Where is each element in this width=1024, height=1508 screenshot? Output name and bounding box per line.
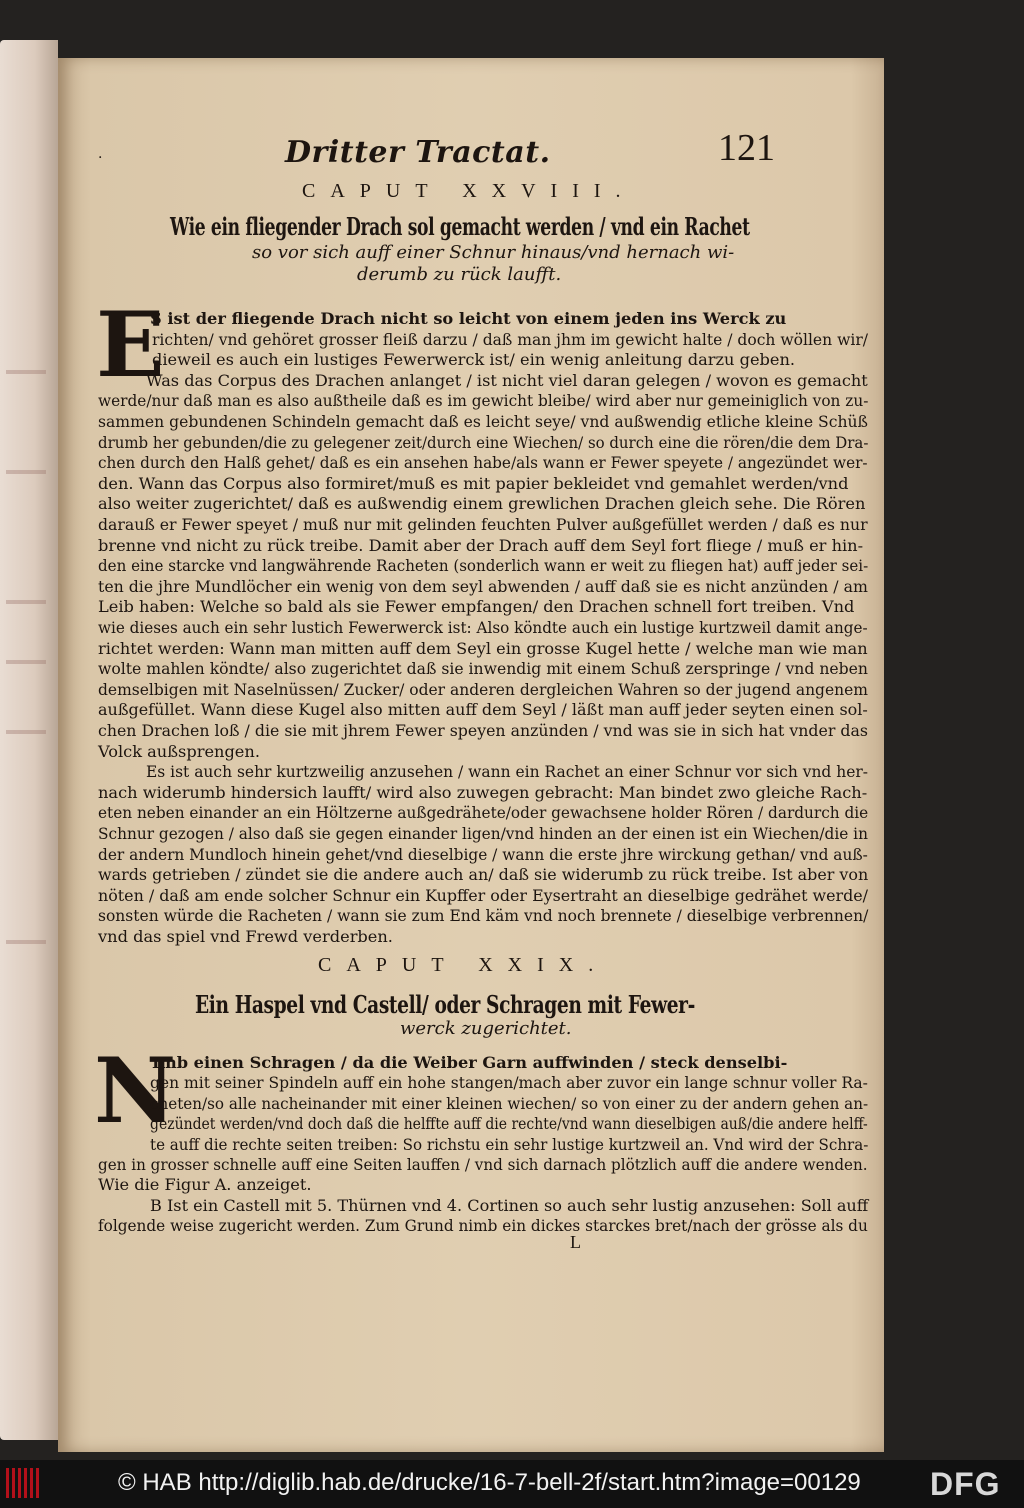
page-mark: ·: [98, 150, 103, 166]
body-line: ten die jhre Mundlöcher ein wenig von dem seyl abwenden / auff daß sie es nicht anzünden / am: [98, 576, 868, 596]
body-line: richten/ vnd gehöret grosser fleiß darzu / daß man jhm im gewicht halte / doch wöllen wir/: [152, 329, 868, 349]
caput-xxviii-label: CAPUT XXVIII.: [302, 180, 636, 202]
body-line: te auff die rechte seiten treiben: So richstu ein sehr lustige kurtzweil an. Vnd wird der Schra-: [150, 1134, 869, 1154]
body-line: Was das Corpus des Drachen anlanget / ist nicht viel daran gelegen / wovon es gemacht: [146, 370, 868, 390]
body-line: folgende weise zugericht werden. Zum Grund nimb ein dickes starckes bret/nach der grösse als du: [98, 1216, 868, 1236]
body-line: wolte mahlen köndte/ also zugerichtet daß sie inwendig mit einem Schuß zerspringe / vnd neben: [98, 659, 868, 679]
body-line: Imb einen Schragen / da die Weiber Garn auffwinden / steck denselbi-: [152, 1053, 788, 1072]
body-line: dieweil es auch ein lustiges Fewerwerck ist/ ein wenig anleitung darzu geben.: [152, 350, 796, 370]
body-line: Schnur gezogen / also daß sie gegen einander ligen/vnd hinden an der einen ist ein Wiechen/die in: [98, 824, 868, 843]
body-line: Wie die Figur A. anzeiget.: [98, 1175, 312, 1195]
body-line: B Ist ein Castell mit 5. Thürnen vnd 4. Cortinen so auch sehr lustig anzusehen: Soll auff: [150, 1195, 869, 1215]
body-line: den eine starcke vnd langwährende Racheten (sonderlich wann er weit zu fliegen hat) auff jeder sei-: [98, 556, 869, 576]
hab-logo-icon: [6, 1468, 46, 1498]
body-line: vnd das spiel vnd Frewd verderben.: [98, 927, 393, 946]
body-line: außgefüllet. Wann diese Kugel also mitten auff dem Seyl / läßt man auff jeder seyten einen sol-: [98, 700, 868, 720]
body-line: sammen gebundenen Schindeln gemacht daß es leicht seye/ vnd außwendig etliche kleine Schüß: [98, 412, 868, 431]
running-head: Dritter Tractat.: [285, 135, 551, 170]
caput-xxix-title: Ein Haspel vnd Castell/ oder Schragen mit Fewer-: [195, 990, 695, 1019]
body-line: der andern Mundloch hinein gehet/vnd dieselbige / wann die erste jhre wirckung gethan/ vnd auß-: [98, 844, 868, 864]
drop-cap-e: E: [96, 292, 165, 398]
body-line: S ist der fliegende Drach nicht so leicht von einem jeden ins Werck zu: [150, 309, 787, 328]
body-line: gezündet werden/vnd doch daß die helffte auff die rechte/vnd wann dieselbigen auß/die andere helff-: [150, 1114, 868, 1134]
dfg-logo: DFG: [930, 1466, 1001, 1502]
body-line: demselbigen mit Naselnüssen/ Zucker/ oder anderen dergleichen Wahren so der jugend angenem: [98, 679, 869, 699]
body-line: drumb her gebunden/die zu gelegener zeit/durch eine Wiechen/ so durch eine die rören/die dem Dra-: [98, 432, 869, 452]
body-line: chen Drachen loß / die sie mit jhrem Fewer speyen anzünden / vnd was sie in sich hat vnder das: [98, 721, 868, 740]
body-line: den. Wann das Corpus also formiret/muß es mit papier bekleidet vnd gemahlet werden/vnd: [98, 473, 849, 493]
footer-bar: [0, 1460, 1024, 1508]
caput-xxviii-subtitle-1: so vor sich auff einer Schnur hinaus/vnd hernach wi-: [252, 242, 735, 263]
previous-page-edge: [0, 40, 58, 1440]
body-line: Volck außsprengen.: [98, 741, 260, 761]
body-line: Es ist auch sehr kurtzweilig anzusehen / wann ein Rachet an einer Schnur vor sich vnd her-: [146, 762, 869, 782]
body-line: cheten/so alle nacheinander mit einer kleinen wiechen/ so von einer zu der andern gehen an-: [150, 1093, 869, 1113]
body-line: gen in grosser schnelle auff eine Seiten lauffen / vnd sich darnach plötzlich auff die andere wenden.: [98, 1155, 868, 1174]
body-line: also weiter zugerichtet/ daß es außwendig einem grewlichen Drachen gleich sehe. Die Rören: [98, 494, 866, 514]
caput-xxviii-title: Wie ein fliegender Drach sol gemacht werden / vnd ein Rachet: [170, 212, 750, 241]
body-line: eten neben einander an ein Höltzerne außgedrähete/oder gewachsene holder Rören / dardurch die: [98, 803, 869, 823]
caput-xxix-subtitle: werck zugerichtet.: [400, 1018, 572, 1039]
body-line: nöten / daß am ende solcher Schnur ein Kupffer oder Eysertraht an dieselbige gedrähet werde/: [98, 885, 869, 905]
drop-cap-n: N: [94, 1038, 177, 1144]
body-line: wie dieses auch ein sehr lustich Fewerwerck ist: Also köndte auch ein lustige kurtzweil damit ange-: [98, 618, 868, 637]
body-line: sonsten würde die Racheten / wann sie zum End käm vnd noch brennete / dieselbige verbrennen/: [98, 906, 869, 926]
signature-mark: L: [570, 1232, 581, 1252]
body-line: chen durch den Halß gehet/ daß es ein ansehen habe/als wann er Fewer speyete / angezündet wer-: [98, 453, 868, 473]
page-number: 121: [718, 127, 775, 169]
caput-xxviii-subtitle-2: derumb zu rück laufft.: [357, 264, 562, 285]
copyright-credit: © HAB http://diglib.hab.de/drucke/16-7-bell-2f/start.htm?image=00129: [118, 1469, 861, 1496]
body-line: gen mit seiner Spindeln auff ein hohe stangen/mach aber zuvor ein lange schnur voller Ra-: [150, 1073, 868, 1093]
body-line: werde/nur daß man es also außtheile daß es im gewicht bleibe/ wird aber nur gemeiniglich von zu-: [98, 391, 869, 411]
body-line: nach widerumb hindersich laufft/ wird also zuwegen gebracht: Man bindet zwo gleiche Rach-: [98, 782, 868, 802]
body-line: richtet werden: Wann man mitten auff dem Seyl ein grosse Kugel hette / welche man wie man: [98, 638, 868, 658]
body-line: Leib haben: Welche so bald als sie Fewer empfangen/ den Drachen schnell fort treiben. Vnd: [98, 597, 855, 617]
body-line: brenne vnd nicht zu rück treibe. Damit aber der Drach auff dem Seyl fort fliege / muß er hin-: [98, 535, 864, 555]
body-line: darauß er Fewer speyet / muß nur mit gelinden feuchten Pulver außgefüllet werden / daß es nur: [98, 515, 868, 534]
caput-xxix-label: CAPUT XXIX.: [318, 954, 609, 976]
body-line: wards getrieben / zündet sie die andere auch an/ daß sie widerumb zu rück treibe. Ist aber von: [98, 865, 869, 885]
